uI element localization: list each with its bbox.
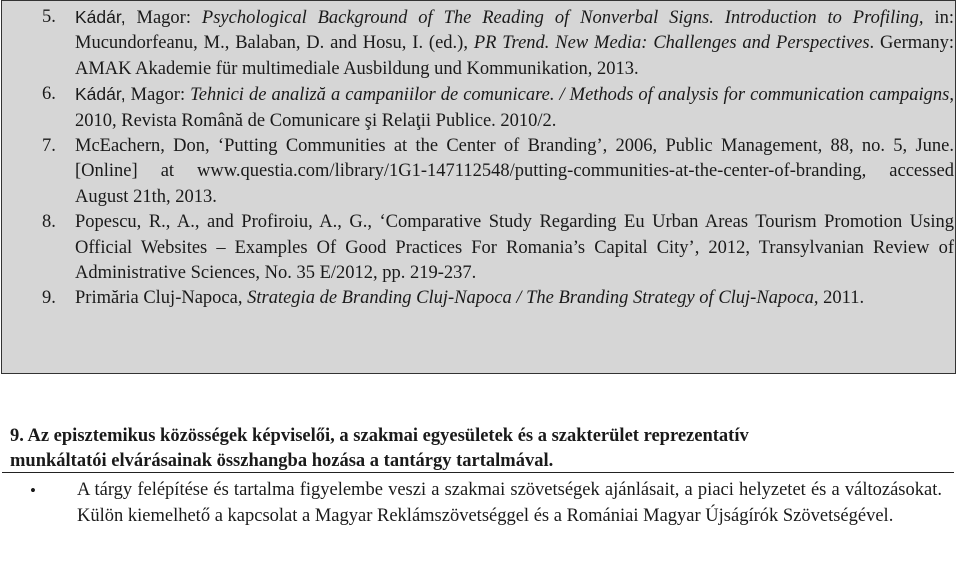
reference-author-rest: Magor: <box>125 85 191 106</box>
references-box <box>1 0 956 374</box>
reference-item <box>42 5 954 82</box>
reference-tail: , 2011. <box>813 288 865 309</box>
reference-text: Popescu, R., A., and Profiroiu, A., G., ‘Comparative Study Regarding Eu Urban Areas Tourism Promotion Using Official Websites – Examples Of Good Practices For Romania’s Capital City’, 2012, Transylvanian Review of Administrative Sciences, No. 35 E/2012, pp. 219-237. <box>75 212 954 284</box>
reference-title: Psychological Background of The Reading of Nonverbal Signs. Introduction to Profiling, <box>201 8 924 28</box>
reference-tail: . Germany: AMAK Akademie für multimediale Ausbildung und Kommunikation, 2013. <box>75 33 954 79</box>
reference-number: 5. <box>42 7 56 27</box>
bullet-icon: • <box>30 481 36 500</box>
reference-title: Strategia de Branding Cluj-Napoca / The Branding Strategy of Cluj-Napoca <box>247 288 814 309</box>
reference-tail: , 2010, Revista Română de Comunicare şi Relaţii Publice. 2010/2. <box>75 85 954 131</box>
reference-author: Primăria Cluj-Napoca, <box>75 288 248 309</box>
reference-text: McEachern, Don, ‘Putting Communities at the Center of Branding’, 2006, Public Management, 88, no. 5, June. [Online] at www.questia.com/library/1G1-147112548/putting-communities-at-the-center-of-branding, accessed August 21th, 2013. <box>75 136 954 207</box>
reference-title-2: PR Trend. New Media: Challenges and Perspectives <box>473 33 870 54</box>
divider <box>2 472 954 473</box>
reference-item <box>42 210 954 286</box>
reference-number: 8. <box>42 212 56 233</box>
reference-number: 7. <box>42 136 56 157</box>
reference-item <box>42 134 954 210</box>
reference-list <box>42 5 954 312</box>
section-heading-line-1: 9. Az episztemikus közösségek képviselői, a szakmai egyesületek és a szakterület reprezentatív <box>10 426 749 446</box>
reference-author-rest: Magor: <box>125 8 202 28</box>
bullet-text: A tárgy felépítése és tartalma figyelembe veszi a szakmai szövetségek ajánlásait, a piaci helyzetet és a változásokat. Külön kiemelhető a kapcsolat a Magyar Reklámszövetséggel és a Romániai Magyar Újságírók Szövetségével. <box>77 480 942 526</box>
reference-number: 6. <box>42 84 56 105</box>
reference-author: Kádár, <box>75 84 126 105</box>
section-heading <box>10 424 950 474</box>
reference-number: 9. <box>42 288 56 309</box>
reference-author: Kádár, <box>75 7 126 27</box>
reference-middle: in: Mucundorfeanu, M., Balaban, D. and Hosu, I. (ed.), <box>75 8 954 54</box>
reference-item <box>42 286 954 311</box>
reference-title: Tehnici de analiză a campaniilor de comunicare. / Methods of analysis for communication campaigns <box>190 85 950 106</box>
section-heading-line-2: munkáltatói elvárásainak összhangba hozása a tantárgy tartalmával. <box>10 451 554 471</box>
reference-item <box>42 82 954 134</box>
